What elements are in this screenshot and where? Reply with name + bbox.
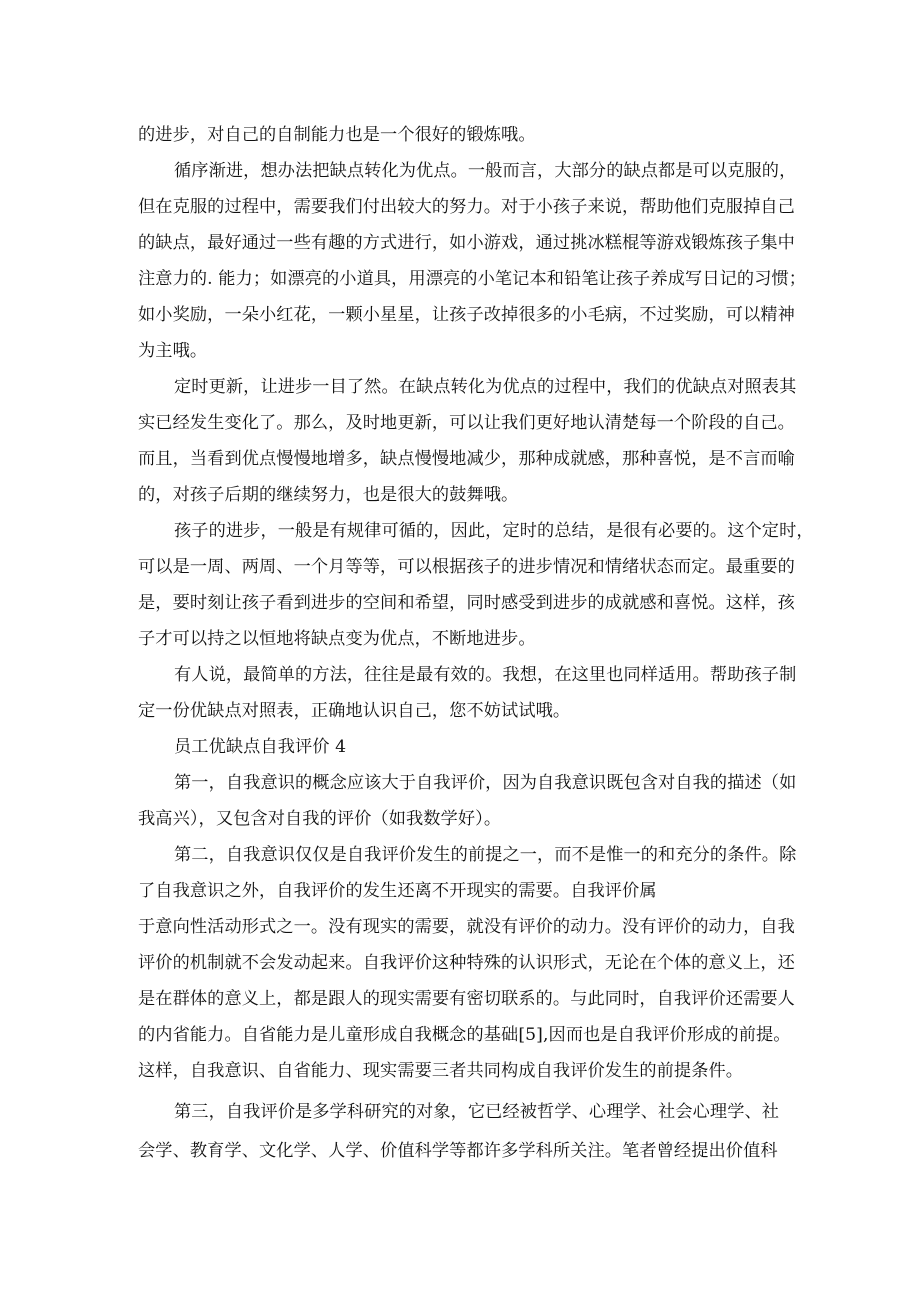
text-line: 第二，自我意识仅仅是自我评价发生的前提之一，而不是惟一的和充分的条件。除: [174, 845, 797, 865]
text-line: 定时更新，让进步一目了然。在缺点转化为优点的过程中，我们的优缺点对照表其: [174, 377, 797, 397]
text-line: 这样，自我意识、自省能力、现实需要三者共同构成自我评价发生的前提条件。: [138, 1061, 744, 1081]
text-line: 孩子的进步，一般是有规律可循的，因此，定时的总结，是很有必要的。这个定时，: [174, 521, 814, 541]
text-line: 循序渐进，想办法把缺点转化为优点。一般而言，大部分的缺点都是可以克服的，: [174, 161, 797, 181]
text-line: 评价的机制就不会发动起来。自我评价这种特殊的认识形式，无论在个体的意义上，还: [138, 953, 795, 973]
text-line: 的内省能力。自省能力是儿童形成自我概念的基础[5],因而也是自我评价形成的前提。: [138, 1025, 791, 1045]
text-line: 为主哦。: [138, 341, 208, 361]
text-line: 但在克服的过程中，需要我们付出较大的努力。对于小孩子来说，帮助他们克服掉自己: [138, 197, 795, 217]
text-line: 是，要时刻让孩子看到进步的空间和希望，同时感受到进步的成就感和喜悦。这样，孩: [138, 593, 795, 613]
text-line: 的缺点，最好通过一些有趣的方式进行，如小游戏，通过挑冰糕棍等游戏锻炼孩子集中: [138, 233, 795, 253]
text-line: 会学、教育学、文化学、人学、价值科学等都许多学科所关注。笔者曾经提出价值科: [138, 1141, 778, 1161]
section-heading: 员工优缺点自我评价 4: [174, 737, 347, 757]
text-line: 如小奖励，一朵小红花，一颗小星星，让孩子改掉很多的小毛病，不过奖励，可以精神: [138, 305, 795, 325]
text-line: 第一，自我意识的概念应该大于自我评价，因为自我意识既包含对自我的描述（如: [174, 773, 797, 793]
text-line: 的进步，对自己的自制能力也是一个很好的锻炼哦。: [138, 125, 536, 145]
text-line: 有人说，最简单的方法，往往是最有效的。我想，在这里也同样适用。帮助孩子制: [174, 665, 797, 685]
text-line: 的，对孩子后期的继续努力，也是很大的鼓舞哦。: [138, 485, 519, 505]
text-line: 实已经发生变化了。那么，及时地更新，可以让我们更好地认清楚每一个阶段的自己。: [138, 413, 795, 433]
text-line: 是在群体的意义上，都是跟人的现实需要有密切联系的。与此同时，自我评价还需要人: [138, 989, 795, 1009]
text-line: 子才可以持之以恒地将缺点变为优点，不断地进步。: [138, 629, 536, 649]
text-line: 而且，当看到优点慢慢地增多，缺点慢慢地减少，那种成就感，那种喜悦，是不言而喻: [138, 449, 795, 469]
text-line: 我高兴），又包含对自我的评价（如我数学好）。: [138, 809, 502, 829]
text-line: 注意力的. 能力；如漂亮的小道具，用漂亮的小笔记本和铅笔让孩子养成写日记的习惯；: [138, 269, 807, 289]
text-line: 可以是一周、两周、一个月等等，可以根据孩子的进步情况和情绪状态而定。最重要的: [138, 557, 795, 577]
text-line: 于意向性活动形式之一。没有现实的需要，就没有评价的动力。没有评价的动力，自我: [138, 917, 795, 937]
text-line: 了自我意识之外，自我评价的发生还离不开现实的需要。自我评价属: [138, 881, 657, 901]
text-line: 第三，自我评价是多学科研究的对象，它已经被哲学、心理学、社会心理学、社: [174, 1102, 780, 1122]
text-line: 定一份优缺点对照表，正确地认识自己，您不妨试试哦。: [138, 701, 571, 721]
